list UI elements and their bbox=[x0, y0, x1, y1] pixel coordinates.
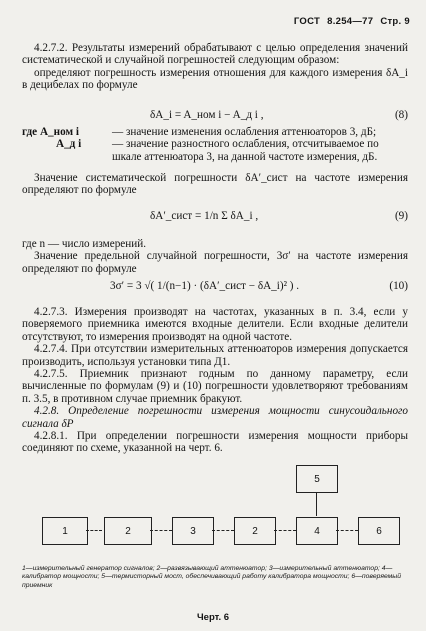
diagram-link-2a-3 bbox=[150, 530, 172, 531]
text-p4: Значение предельной случайной погрешности, 3σ′ на частоте измерения определяют по формуле bbox=[22, 250, 408, 275]
diagram-box-5: 5 bbox=[296, 465, 338, 493]
formula-10-number: (10) bbox=[389, 280, 408, 292]
formula-9: δA′_сист = 1/n Σ δA_i , bbox=[150, 210, 259, 222]
figure-caption: 1—измерительный генератор сигналов; 2—развязывающий аттенюатор; 3—измерительный аттенюатор; 4—калибратор мощности; 5—термисторный мост, обеспечивающий работу калибратора мощности; 6—поверяемый приемник bbox=[22, 565, 402, 589]
page-header bbox=[290, 16, 410, 27]
def2-key: A_д i bbox=[56, 138, 82, 151]
diagram-box-3: 3 bbox=[172, 517, 214, 545]
paragraph-def-n bbox=[22, 238, 408, 275]
paragraphs-4-2-7-3-to-4-2-8-1 bbox=[22, 306, 408, 455]
formula-9-number: (9) bbox=[394, 210, 408, 222]
text-p1: 4.2.7.2. Результаты измерений обрабатывают с целью определения значений систематической и случайной погрешностей следующим образом: bbox=[22, 42, 408, 67]
def2-val: — значение разностного ослабления, отсчитываемое по шкале аттенюатора 3, на данной частоте измерения, дБ. bbox=[112, 138, 379, 163]
diagram-box-2b: 2 bbox=[234, 517, 276, 545]
header-number: 8.254—77 bbox=[327, 16, 374, 27]
diagram-link-2b-4 bbox=[274, 530, 296, 531]
paragraph-systematic bbox=[22, 172, 408, 197]
diagram-link-4-6 bbox=[336, 530, 358, 531]
formula-8-number: (8) bbox=[394, 109, 408, 121]
diagram-box-1: 1 bbox=[42, 517, 88, 545]
text-p3: Значение систематической погрешности δA′_сист на частоте измерения определяют по формуле bbox=[22, 172, 408, 197]
formula-10: 3σ′ = 3 √( 1/(n−1) · (δA′_сист − δA_i)² ) . bbox=[110, 280, 300, 292]
text-p2: определяют погрешность измерения отношения для каждого измерения δA_i в децибелах по формуле bbox=[22, 66, 408, 92]
formula-8: δA_i = A_ном i − A_д i , bbox=[150, 109, 264, 121]
text-p8: 4.2.8. Определение погрешности измерения мощности синусоидального сигнала δP bbox=[22, 405, 408, 430]
text-p9: 4.2.8.1. При определении погрешности измерения мощности приборы соединяют по схеме, указанной на черт. 6. bbox=[22, 430, 408, 455]
text-def3: где n — число измерений. bbox=[22, 238, 147, 250]
def1-key: где A_ном i bbox=[22, 126, 79, 138]
diagram-link-1-2a bbox=[86, 530, 102, 531]
text-p5: 4.2.7.3. Измерения производят на частотах, указанных в п. 3.4, если у поверяемого приемника имеются входные делители. Если входные делители отсутствуют, то измерения производят на одной частоте. bbox=[22, 306, 408, 343]
diagram-box-4: 4 bbox=[296, 517, 338, 545]
definitions-8 bbox=[22, 126, 408, 163]
diagram-link-3-2b bbox=[212, 530, 234, 531]
header-gost: ГОСТ bbox=[293, 16, 321, 27]
paragraph-4-2-7-2 bbox=[22, 42, 408, 92]
text-p7: 4.2.7.5. Приемник признают годным по данному параметру, если вычисленные по формулам (9) и (10) погрешности удовлетворяют требованиям п. 3.5, в противном случае приемник бракуют. bbox=[22, 368, 408, 405]
figure-label: Черт. 6 bbox=[196, 612, 230, 623]
diagram-box-6: 6 bbox=[358, 517, 400, 545]
text-p6: 4.2.7.4. При отсутствии измерительных аттенюаторов измерения допускается производить, используя установки типа Д1. bbox=[22, 343, 408, 368]
header-page: Стр. 9 bbox=[380, 16, 410, 27]
diagram-box-2a: 2 bbox=[104, 517, 152, 545]
diagram-link-5-4 bbox=[316, 492, 317, 516]
def1-val: — значение изменения ослабления аттенюаторов 3, дБ; bbox=[112, 126, 377, 138]
